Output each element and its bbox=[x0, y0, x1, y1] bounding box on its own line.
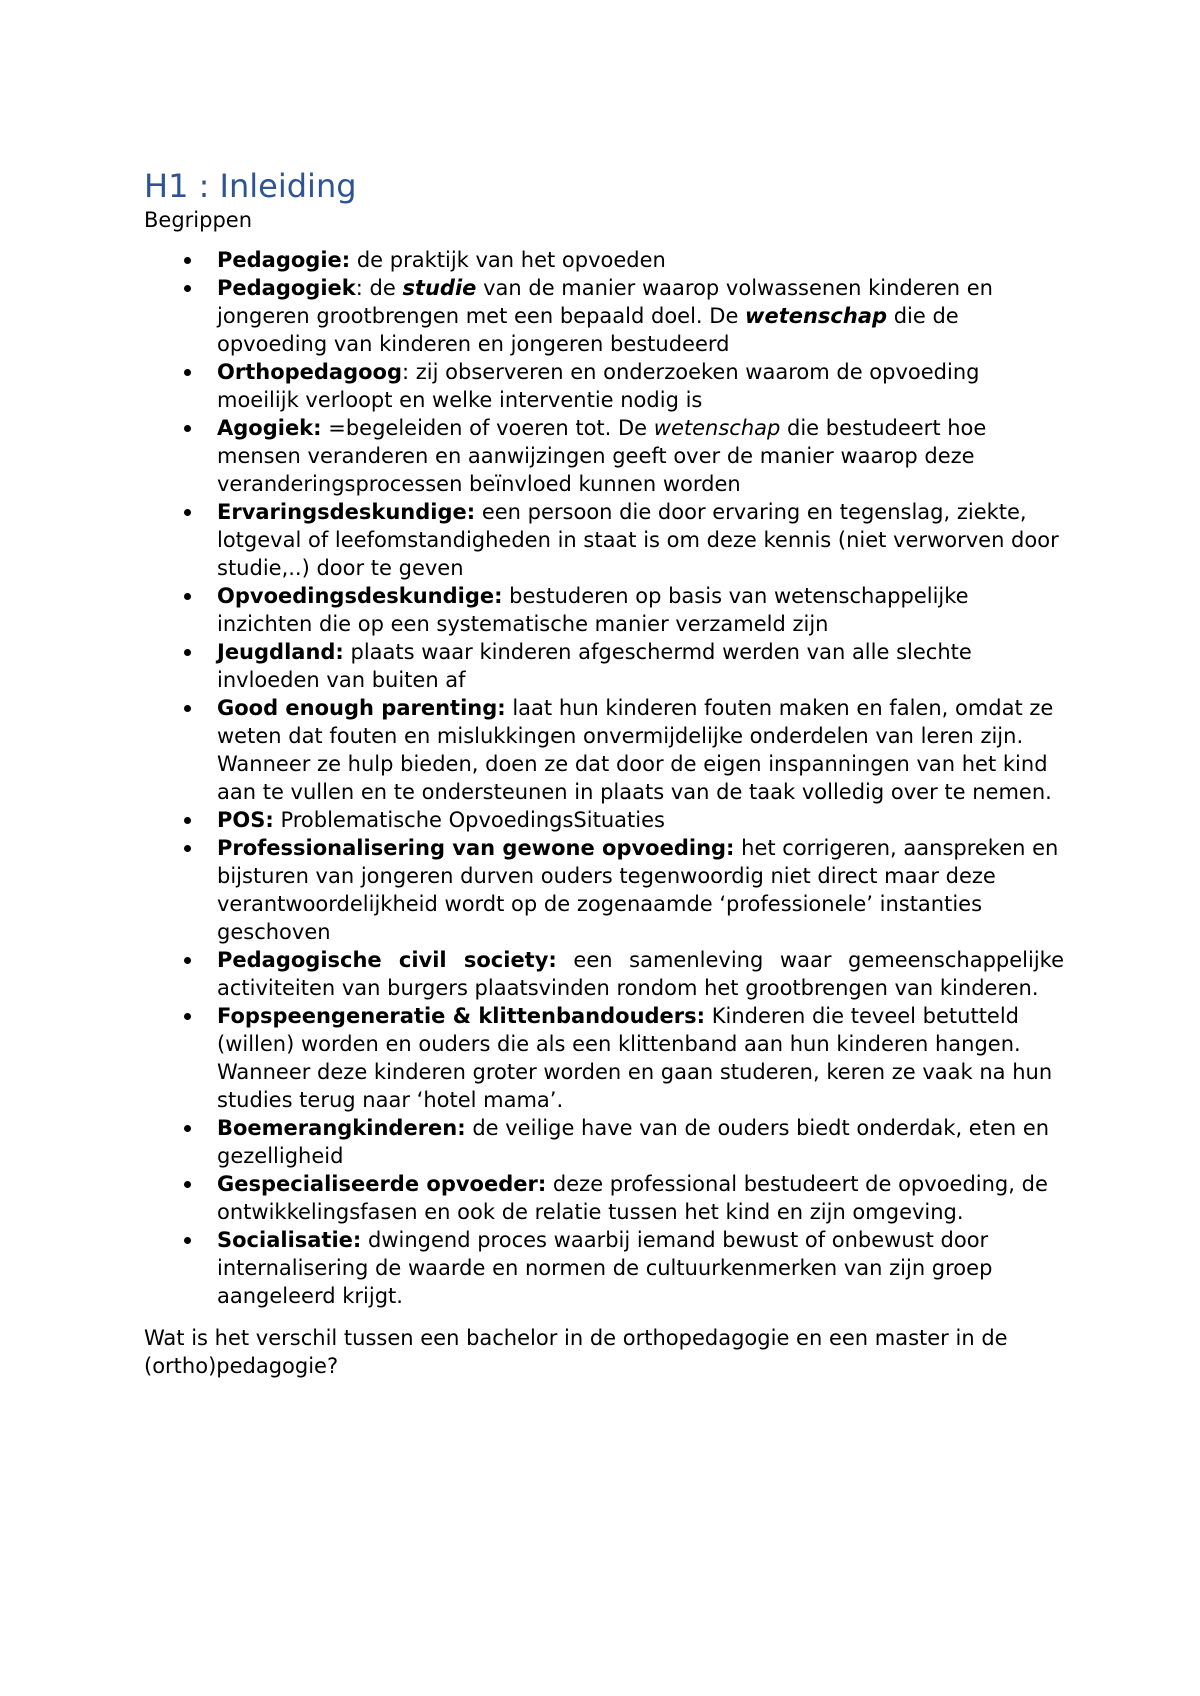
page-title: H1 : Inleiding bbox=[144, 167, 357, 205]
term-label: Orthopedagoog bbox=[217, 360, 403, 384]
bullet-icon bbox=[184, 649, 191, 656]
term-label: Ervaringsdeskundige: bbox=[217, 500, 476, 524]
term-definition: Kinderen die teveel betutteld (willen) worden en ouders die als een klittenband aan hun kinderen hangen. Wanneer deze kinderen groter worden en gaan studeren, keren ze vaak na hun studies terug naar ‘hotel mama’. bbox=[217, 1004, 1053, 1112]
term-definition: bestuderen op basis van wetenschappelijke inzichten die op een systematische manier verzameld zijn bbox=[217, 584, 969, 636]
closing-question: Wat is het verschil tussen een bachelor in de orthopedagogie en een master in de (ortho)pedagogie? bbox=[144, 1326, 1008, 1378]
bullet-icon bbox=[184, 817, 191, 824]
term-definition: deze professional bestudeert de opvoeding, de ontwikkelingsfasen en ook de relatie tussen het kind en zijn omgeving. bbox=[217, 1172, 1048, 1224]
list-item bbox=[144, 1114, 1064, 1170]
term-definition: laat hun kinderen fouten maken en falen, omdat ze weten dat fouten en mislukkingen onvermijdelijke onderdelen van leren zijn. Wanneer ze hulp bieden, doen ze dat door de eigen inspanningen van het kind aan te vullen en te ondersteunen in plaats van de taak volledig over te nemen. bbox=[217, 696, 1054, 804]
term-label: Opvoedingsdeskundige: bbox=[217, 584, 503, 608]
term-label: Gespecialiseerde opvoeder: bbox=[217, 1172, 547, 1196]
bullet-icon bbox=[184, 957, 191, 964]
term-label: Jeugdland: bbox=[217, 640, 344, 664]
term-definition: een samenleving waar gemeenschappelijke activiteiten van burgers plaatsvinden rondom het grootbrengen van kinderen. bbox=[217, 948, 1064, 1000]
bullet-icon bbox=[184, 845, 191, 852]
list-item bbox=[144, 834, 1064, 946]
term-definition: van de manier waarop volwassenen kinderen en jongeren grootbrengen met een bepaald doel. De bbox=[217, 276, 993, 328]
terms-list bbox=[144, 246, 1064, 1310]
bullet-icon bbox=[184, 705, 191, 712]
term-definition: : de bbox=[355, 276, 403, 300]
bullet-icon bbox=[184, 1237, 191, 1244]
term-definition: een persoon die door ervaring en tegenslag, ziekte, lotgeval of leefomstandigheden in staat is om deze kennis (niet verworven door studie,..) door te geven bbox=[217, 500, 1059, 580]
list-item bbox=[144, 414, 1064, 498]
term-definition: die de opvoeding van kinderen en jongeren bestudeerd bbox=[217, 304, 959, 356]
term-label: Pedagogiek bbox=[217, 276, 356, 300]
term-definition: Problematische OpvoedingsSituaties bbox=[273, 808, 665, 832]
term-definition: de praktijk van het opvoeden bbox=[350, 248, 666, 272]
term-label: Socialisatie: bbox=[217, 1228, 362, 1252]
list-item bbox=[144, 274, 1064, 358]
term-label: Pedagogie: bbox=[217, 248, 351, 272]
emphasis-text: wetenschap bbox=[745, 304, 888, 328]
term-definition: die bestudeert hoe mensen veranderen en aanwijzingen geeft over de manier waarop deze veranderingsprocessen beïnvloed kunnen worden bbox=[217, 416, 987, 496]
term-definition: de veilige have van de ouders biedt onderdak, eten en gezelligheid bbox=[217, 1116, 1050, 1168]
bullet-icon bbox=[184, 1013, 191, 1020]
bullet-icon bbox=[184, 1181, 191, 1188]
bullet-icon bbox=[184, 257, 191, 264]
term-definition: het corrigeren, aanspreken en bijsturen van jongeren durven ouders tegenwoordig niet direct maar deze verantwoordelijkheid wordt op de zogenaamde ‘professionele’ instanties geschoven bbox=[217, 836, 1059, 944]
term-label: Professionalisering van gewone opvoeding: bbox=[217, 836, 735, 860]
term-definition: plaats waar kinderen afgeschermd werden van alle slechte invloeden van buiten af bbox=[217, 640, 972, 692]
list-item bbox=[144, 638, 1064, 694]
list-item bbox=[144, 694, 1064, 806]
bullet-icon bbox=[184, 285, 191, 292]
list-item bbox=[144, 358, 1064, 414]
term-label: Good enough parenting: bbox=[217, 696, 506, 720]
bullet-icon bbox=[184, 593, 191, 600]
term-label: Boemerangkinderen: bbox=[217, 1116, 466, 1140]
list-item bbox=[144, 498, 1064, 582]
emphasis-text: studie bbox=[402, 276, 477, 300]
list-item bbox=[144, 1226, 1064, 1310]
list-item bbox=[144, 1170, 1064, 1226]
term-definition: =begeleiden of voeren tot. De bbox=[321, 416, 654, 440]
list-item bbox=[144, 582, 1064, 638]
emphasis-text: wetenschap bbox=[653, 416, 781, 440]
term-label: Agogiek: bbox=[217, 416, 322, 440]
list-item bbox=[144, 1002, 1064, 1114]
document-page bbox=[144, 166, 1064, 1380]
bullet-icon bbox=[184, 425, 191, 432]
term-label: POS: bbox=[217, 808, 274, 832]
section-subtitle: Begrippen bbox=[144, 208, 253, 232]
list-item bbox=[144, 806, 1064, 834]
term-definition: : zij observeren en onderzoeken waarom de opvoeding moeilijk verloopt en welke interventie nodig is bbox=[217, 360, 980, 412]
bullet-icon bbox=[184, 509, 191, 516]
term-label: Pedagogische civil society: bbox=[217, 948, 557, 972]
term-label: Fopspeengeneratie & klittenbandouders: bbox=[217, 1004, 706, 1028]
list-item bbox=[144, 946, 1064, 1002]
list-item bbox=[144, 246, 1064, 274]
bullet-icon bbox=[184, 369, 191, 376]
bullet-icon bbox=[184, 1125, 191, 1132]
term-definition: dwingend proces waarbij iemand bewust of onbewust door internalisering de waarde en normen de cultuurkenmerken van zijn groep aangeleerd krijgt. bbox=[217, 1228, 993, 1308]
